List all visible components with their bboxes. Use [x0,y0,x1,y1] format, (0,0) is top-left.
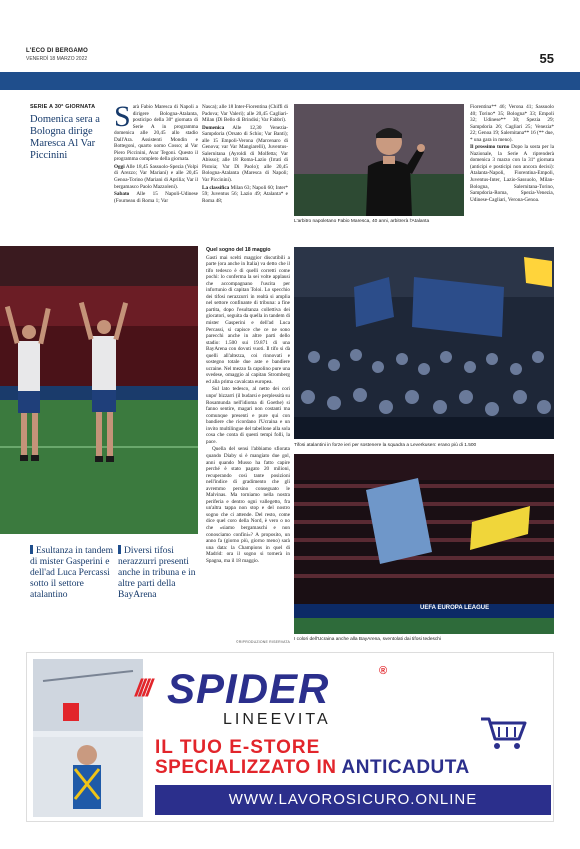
article-headline: Domenica sera a Bologna dirige Maresca Al Var Piccinini [30,114,100,161]
ad-brand-subtitle: LINEEVITA [223,711,331,728]
article-column-2 [202,104,288,264]
flags-photo-caption: I colori dell'Ucraina anche alla BayArena, sventolati dai tifosi tedeschi [294,637,442,642]
para-label: Oggi [114,163,125,170]
para-label: La classifica [202,184,230,191]
body-text: Milan 63; Napoli 60; Inter* 59; Juventus 56; Lazio 49; Atalanta* e Roma 48; [202,184,288,204]
body-text: Dopo la sosta per la Nazionale, la Serie A riprenderà domenica 3 marzo con la 31ª giornata (anticipi e posticipi non ancora decisi): Atalanta-Napoli, Fiorentina-Empoli, Juventus-Inter, Lazio-Sassuolo, Milan-Bologna, Salernitana-Torino, Sampdoria-Roma, Spezia-Venezia, Udinese-Cagliari, Verona-Genoa. [470,144,554,203]
players-celebration-photo [0,246,198,534]
referee-photo-caption: L'arbitro napoletano Fabio Maresca, 40 anni, arbitrerà l'Atalanta [294,219,430,224]
section-kicker: Quel sogno del 18 maggio [206,247,271,253]
body-text: Nasca); alle 18 Inter-Fiorentina (Chiffi di Padova; Var Valeri); alle 20,45 Cagliari-Milan (Di Bello di Brindisi; Var Fabbri). [202,104,288,124]
body-text: Fiorentina** 46; Verona 41; Sassuolo 40; Torino* 35; Bologna* 33; Empoli 32; Udinese** 30; Spezia 29; Sampdoria 26; Cagliari 25; Venezia* 22; Genoa 19; Salernitana** 16 (** due, * una gara in meno). [470,104,554,143]
atalanta-fans-photo [294,247,554,439]
body-text: Alle 12,30 Venezia-Sampdoria (Orsato di Schio; Var Banti); alle 15 Empoli-Verona (Marcenaro di Genova; var Var Mangiarelli), Juventus-Salernitana (Ayroldi di Molfetta; Var Abisso); alle 18 Roma-Lazio (Irrati di Pistoia; Var Di Paolo); alle 20,45 Bologna-Atalanta (Maresca di Napoli; Var Piccinini). [202,124,288,184]
page-header [26,48,554,70]
ukraine-flags-photo [294,454,554,634]
section-band [0,72,580,90]
ad-tagline-2b: ANTICADUTA [341,757,470,778]
article-column-3 [470,104,554,249]
para-label: Sabato [114,191,130,198]
registered-mark: ® [379,665,388,677]
body-text: arà Fabio Maresca di Napoli a dirigere Bologna-Atalanta, posticipo della 30ª giornata di Serie A in programma domenica alle 20,45 allo stadio Dall'Ara. Assistenti Mondin e Bottegoni, quarto uomo Cosso; al Var Piero Piccinini, Avar Tegoni. Questo il programma completo della giornata. [114,104,198,163]
issue-date: VENERDÌ 18 MARZO 2022 [26,56,88,62]
caption-text: Diversi tifosi nerazzurri presenti anche in tribuna e in altre parti della BayArena [118,546,196,600]
fans-article-column [206,247,290,637]
ad-tagline-1: IL TUO E-STORE [155,737,321,758]
copyright-notice: ©RIPRODUZIONE RISERVATA [236,640,290,644]
drop-cap: S [114,104,131,133]
caption-text: Esultanza in tandem di mister Gasperini e dell'ad Luca Percassi sotto il settore atalantino [30,546,114,600]
body-text: Alle 18,45 Sassuolo-Spezia (Volpi di Arezzo; Var Mariani) e alle 20,45 Genoa-Torino (Mariani di Aprilia; Var il bergamasco Paolo Mazzoleni). [114,163,198,190]
referee-illustration [294,104,464,216]
ad-website-link[interactable]: WWW.LAVOROSICURO.ONLINE [155,785,551,815]
para-label: Il prossimo turno [470,144,510,151]
side-caption-fans [118,545,200,601]
side-caption-celebration [30,545,114,601]
spider-lineevita-ad[interactable] [26,652,554,822]
ad-brand-name: SPIDER [167,665,330,712]
ad-tagline-2a: SPECIALIZZATO IN [155,757,342,778]
page-number: 55 [539,51,554,66]
caption-marker [30,545,33,554]
uefa-banner-text: UEFA EUROPA LEAGUE [420,605,490,611]
caption-marker [118,545,121,554]
body-text: Gasti mai scelti maggior discutibili a parte (ora anche in Italia) va detto che il tifo tedesco è di quelli corretti come pochi: lo conferma la sei volte applausi che accompagnano l'uscita per infortunio di capitan Toloi. Lo specchio dei tifosi nerazzurri in realtà si amplia nel settore confinante di tribuna: a fine partita, dopo l'esultanza collettiva dei giocatori, seguita da quella in tandem di mister Gasperini e dell'ad Luca Percassi, si capisce che ce ne sono parecchi anche in altre parti dello stadio: 1.500 sui 19.871 di una BayArena con dovuti vuoti. Il tifo si dà quelli all'altezza, coi rinnovati e sostegno totale due aste e bandiere ucraine. Nel mezzo fa capolino pure una svedese, omaggio al capitan Stromberg ed alla prima cavalcata europea. [206,254,290,385]
body-text: Alle 15 Napoli-Udinese (Fourneau di Roma 1; Var [114,191,198,204]
fans-photo-caption: Tifosi atalantini in forze ieri per sostenere la squadra a Leverkusen: erano più di 1.500 [294,443,477,448]
para-label: Domenica [202,124,225,131]
article-column-1 [114,104,198,264]
article-kicker: SERIE A 30ª GIORNATA [30,104,96,110]
worker-harness-image [33,659,143,817]
ad-tagline-2 [155,757,470,779]
body-text: Quella del sensi l'abbiamo sfiorata quando Diaby si è mangiato due gol, anni quando Musso ha fatto capire perché è stato pagato 20 milioni, recuperando così tante posizioni nell'indice di gradimento che gli avremmo persino conseguato le Malvinas. Ma torniamo nella nostra periferia e dentro ogni vallegetto, fra un'altra tappa non stop e del nostro sogno che ci attende. Del resto, come dice quel coro della Nord, è vero o no che «siamo bergamaschi e non conosciamo confini»? A proposito, un anno fa (giorno più, giorno meno) sarà una data: la Champions in quel di Madrid: ora il sogno si tornerà in Spagna, ma il 18 maggio. [206,446,290,564]
celebration-illustration [0,246,198,534]
body-text: Sul lato tedesco, al netto dei cori unpo' bizzarri (il budarsi e perplessità su Rosamunda nell'idioma di Goethe) si fanno sentire, magari non costanti ma comunque presenti e pure qui con bandiere che ricordano l'Ucraina e un invito multilingue del tabellone alla sola cosa che conta di questi tempi folli, la pace. [206,386,290,445]
fans-illustration [294,247,554,439]
newspaper-name: L'ECO DI BERGAMO [26,48,88,54]
referee-photo [294,104,464,216]
brand-hash-mark: //// [135,675,150,702]
worker-illustration [33,659,143,817]
shopping-cart-icon [479,715,527,751]
